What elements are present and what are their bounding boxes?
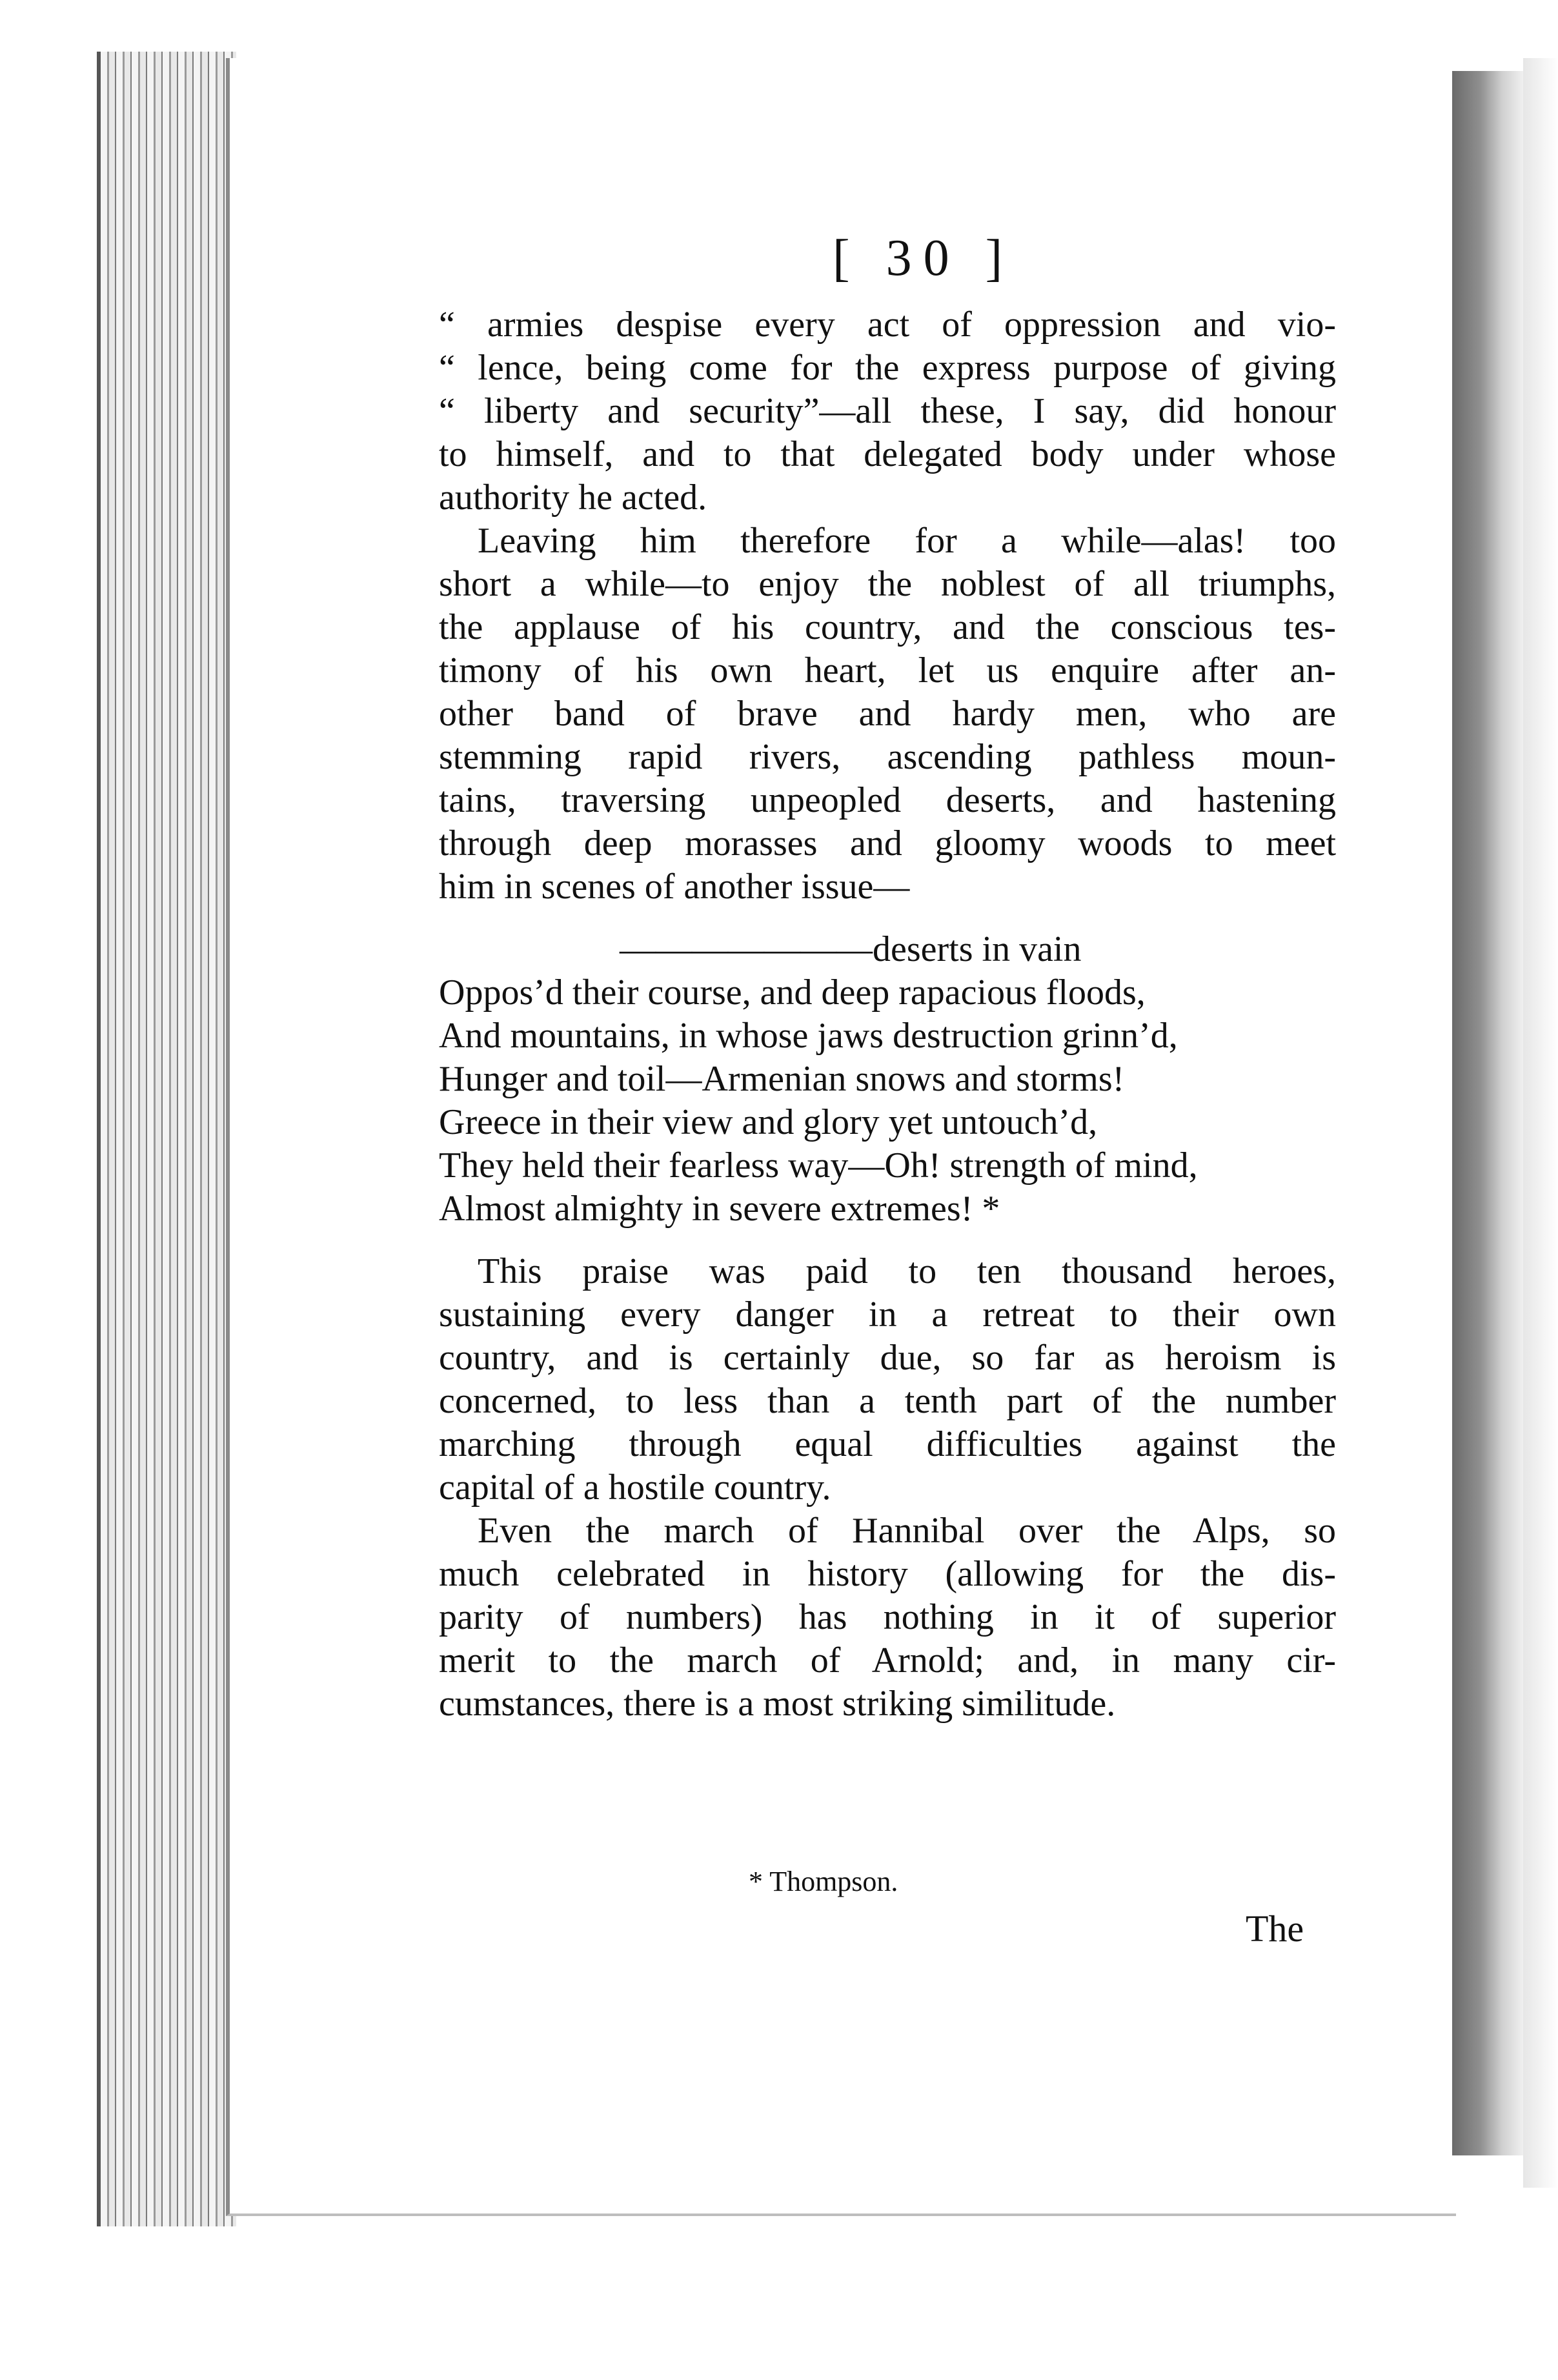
- text-line: tains, traversing unpeopled deserts, and hastening: [439, 780, 1336, 820]
- text-line: stemming rapid rivers, ascending pathless moun-: [439, 737, 1336, 777]
- paragraph-3: [439, 1250, 1336, 1509]
- text-line: him in scenes of another issue—: [439, 867, 910, 907]
- book-gutter-shadow: [1452, 71, 1523, 2155]
- page-text: [439, 219, 1336, 1726]
- text-line: Even the march of Hannibal over the Alps, so: [478, 1511, 1336, 1551]
- text-line: concerned, to less than a tenth part of the number: [439, 1381, 1336, 1421]
- verse-line: Hunger and toil—Armenian snows and storms!: [439, 1059, 1125, 1099]
- text-line: This praise was paid to ten thousand heroes,: [478, 1251, 1336, 1291]
- text-line: much celebrated in history (allowing for the dis-: [439, 1554, 1336, 1594]
- text-line: “ liberty and security”—all these, I say, did honour: [439, 391, 1336, 431]
- text-line: the applause of his country, and the conscious tes-: [439, 607, 1336, 647]
- text-line: short a while—to enjoy the noblest of all triumphs,: [439, 564, 1336, 604]
- facing-page-edge: [1523, 58, 1558, 2188]
- text-line: other band of brave and hardy men, who are: [439, 694, 1336, 734]
- verse-line: They held their fearless way—Oh! strength of mind,: [439, 1145, 1198, 1185]
- catchword: The: [1246, 1908, 1304, 1950]
- text-line: Leaving him therefore for a while—alas! too: [478, 521, 1336, 561]
- page-number: [ 30 ]: [833, 230, 1015, 287]
- footnote: * Thompson.: [749, 1866, 898, 1897]
- paragraph-4: [439, 1509, 1336, 1726]
- text-line: country, and is certainly due, so far as heroism is: [439, 1338, 1336, 1378]
- verse-line: And mountains, in whose jaws destruction grinn’d,: [439, 1016, 1178, 1056]
- text-line: “ armies despise every act of oppression and vio-: [439, 305, 1336, 345]
- text-line: parity of numbers) has nothing in it of superior: [439, 1597, 1336, 1637]
- paragraph-1: [439, 303, 1336, 519]
- text-line: cumstances, there is a most striking similitude.: [439, 1684, 1116, 1724]
- verse-line: Oppos’d their course, and deep rapacious floods,: [439, 973, 1146, 1013]
- text-line: capital of a hostile country.: [439, 1467, 831, 1508]
- book-left-page-edges: [97, 52, 236, 2226]
- text-line: sustaining every danger in a retreat to their own: [439, 1295, 1336, 1335]
- text-line: merit to the march of Arnold; and, in many cir-: [439, 1640, 1336, 1680]
- verse-quotation: [439, 928, 1336, 1231]
- text-line: to himself, and to that delegated body under whose: [439, 434, 1336, 474]
- text-line: “ lence, being come for the express purpose of giving: [439, 348, 1336, 388]
- verse-line: Almost almighty in severe extremes! *: [439, 1189, 1000, 1229]
- text-line: marching through equal difficulties against the: [439, 1424, 1336, 1464]
- verse-line: ———————deserts in vain: [620, 929, 1082, 969]
- verse-line: Greece in their view and glory yet untouch’d,: [439, 1102, 1098, 1142]
- paragraph-2: [439, 519, 1336, 909]
- text-line: timony of his own heart, let us enquire after an-: [439, 650, 1336, 691]
- text-line: through deep morasses and gloomy woods to meet: [439, 823, 1336, 863]
- text-line: authority he acted.: [439, 478, 707, 518]
